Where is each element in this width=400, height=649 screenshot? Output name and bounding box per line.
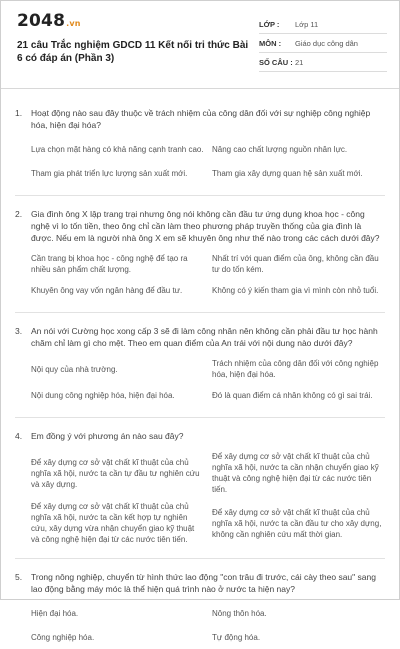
answer-grid	[15, 131, 385, 185]
question-3	[15, 313, 385, 418]
question-head	[15, 430, 385, 442]
question-text: Gia đình ông X lập trang trại nhưng ông nói không cần đầu tư ứng dụng khoa học - công nghệ vì lo tốn tiền, theo ông chỉ cần làm theo phương pháp truyền thống của gia đình là được. Nếu em là người nhà ông X em sẽ khuyên ông như thế nào trong các cách dưới đây?	[31, 209, 380, 243]
answer-grid	[15, 349, 385, 407]
answer-option[interactable]	[212, 448, 385, 498]
answer-option[interactable]	[31, 161, 204, 185]
question-text: An nói với Cường học xong cấp 3 sẽ đi làm công nhân nên không cần phải đầu tư học hành chăm chỉ làm gì cho mệt. Theo em quan điểm của An trái với nội dung nào dưới đây?	[31, 326, 378, 348]
question-list	[1, 89, 399, 649]
answer-text: Tham gia xây dựng quan hệ sản xuất mới.	[212, 168, 363, 178]
answer-option[interactable]	[212, 498, 385, 548]
question-number: 4.	[15, 431, 23, 441]
meta-value: Giáo dục công dân	[295, 38, 358, 48]
question-4	[15, 418, 385, 559]
answer-text: Nông thôn hóa.	[212, 608, 267, 618]
answer-text: Lựa chọn mặt hàng có khả năng cạnh tranh cao.	[31, 144, 204, 154]
meta-table	[249, 11, 387, 82]
question-number: 2.	[15, 209, 23, 219]
answer-option[interactable]	[212, 383, 385, 407]
answer-grid	[15, 244, 385, 302]
answer-option[interactable]	[212, 161, 385, 185]
answer-option[interactable]	[31, 278, 204, 302]
meta-label: SỐ CÂU :	[259, 57, 293, 67]
answer-option[interactable]	[31, 625, 204, 649]
answer-option[interactable]	[212, 601, 385, 625]
answer-text: Nội dung công nghiệp hóa, hiện đại hóa.	[31, 390, 175, 400]
header	[1, 1, 399, 89]
answer-text: Trách nhiệm của công dân đối với công nghiệp hóa, hiện đại hóa.	[212, 359, 379, 379]
answer-grid	[15, 442, 385, 548]
answer-option[interactable]	[31, 137, 204, 161]
question-number: 5.	[15, 572, 23, 582]
question-number: 1.	[15, 108, 23, 118]
question-head	[15, 571, 385, 595]
answer-option[interactable]	[31, 448, 204, 498]
question-head	[15, 208, 385, 244]
meta-label: MÔN :	[259, 38, 282, 48]
question-text: Hoạt động nào sau đây thuộc về trách nhiệm của công dân đối với sự nghiệp công nghiệp hóa, hiện đại hóa?	[31, 108, 371, 130]
meta-value: Lớp 11	[295, 19, 319, 29]
question-head	[15, 325, 385, 349]
answer-grid	[15, 595, 385, 649]
meta-row-subject	[259, 34, 387, 53]
answer-text: Nâng cao chất lượng nguồn nhân lực.	[212, 144, 348, 154]
answer-option[interactable]	[31, 355, 204, 383]
question-5	[15, 559, 385, 649]
site-logo[interactable]	[17, 11, 249, 31]
question-2	[15, 196, 385, 313]
page-title: 21 câu Trắc nghiệm GDCD 11 Kết nối tri thức Bài 6 có đáp án (Phần 3)	[17, 40, 249, 64]
answer-text: Nội quy của nhà trường.	[31, 364, 118, 374]
answer-option[interactable]	[212, 250, 385, 278]
question-number: 3.	[15, 326, 23, 336]
answer-option[interactable]	[212, 137, 385, 161]
answer-text: Tự động hóa.	[212, 632, 261, 642]
question-text: Trong nông nghiệp, chuyển từ hình thức lao động "con trâu đi trước, cái cày theo sau" sang lao động bằng máy móc là thể hiện quá trình nào ở nước ta hiện nay?	[31, 572, 376, 594]
question-head	[15, 107, 385, 131]
answer-text: Công nghiệp hóa.	[31, 632, 95, 642]
logo-sub: .vn	[66, 19, 81, 28]
answer-option[interactable]	[31, 383, 204, 407]
answer-text: Cần trang bị khoa học - công nghệ để tạo ra nhiều sản phẩm chất lượng.	[31, 254, 188, 274]
answer-option[interactable]	[31, 601, 204, 625]
meta-label: LỚP :	[259, 19, 280, 29]
answer-text: Tham gia phát triển lực lượng sản xuất mới.	[31, 168, 188, 178]
answer-text: Để xây dựng cơ sở vật chất kĩ thuật của chủ nghĩa xã hội, nước ta cần kết hợp tự nghiên cứu, xây dựng vừa nhận chuyển giao kỹ thuật và công nghệ hiện đại từ các nước tiên tiến.	[31, 502, 195, 544]
question-1	[15, 95, 385, 196]
answer-text: Không có ý kiến tham gia vì mình còn nhỏ tuổi.	[212, 285, 379, 295]
answer-option[interactable]	[212, 355, 385, 383]
meta-value: 21	[295, 57, 304, 67]
answer-text: Đó là quan điểm cá nhân không có gì sai trái.	[212, 390, 373, 400]
answer-text: Để xây dựng cơ sở vật chất kĩ thuật của chủ nghĩa xã hội, nước ta cần nhận chuyển giao kỹ thuật và công nghệ hiện đại từ các nước tiên tiến.	[212, 452, 379, 494]
question-text: Em đồng ý với phương án nào sau đây?	[31, 431, 184, 441]
answer-option[interactable]	[212, 278, 385, 302]
answer-option[interactable]	[31, 498, 204, 548]
answer-option[interactable]	[212, 625, 385, 649]
answer-text: Khuyên ông vay vốn ngân hàng để đầu tư.	[31, 285, 183, 295]
answer-text: Để xây dựng cơ sở vật chất kĩ thuật của chủ nghĩa xã hội, nước ta cần tự đầu tư nghiên cứu và xây dựng.	[31, 457, 200, 489]
meta-row-count	[259, 53, 387, 72]
answer-option[interactable]	[31, 250, 204, 278]
logo-text: 2048	[17, 11, 66, 31]
answer-text: Nhất trí với quan điểm của ông, không cần đầu tư do tốn kém.	[212, 254, 379, 274]
meta-row-class	[259, 15, 387, 34]
answer-text: Để xây dựng cơ sở vật chất kĩ thuật của chủ nghĩa xã hội, nước ta cần đầu tư cho xây dựng, không cần nghiên cứu mất thời gian.	[212, 507, 382, 539]
answer-text: Hiện đại hóa.	[31, 608, 79, 618]
header-left	[17, 11, 249, 82]
